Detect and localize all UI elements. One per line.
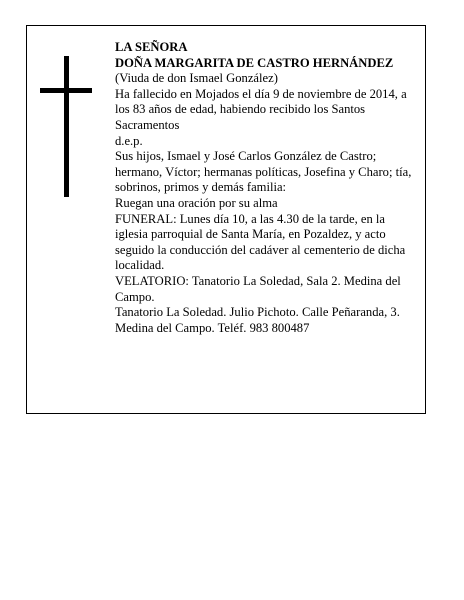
- funeral-home-details: Tanatorio La Soledad. Julio Pichoto. Calle Peñaranda, 3. Medina del Campo. Teléf. 983 800487: [115, 305, 400, 335]
- cross-horizontal-bar: [40, 88, 92, 93]
- notice-title: LA SEÑORA: [115, 40, 188, 54]
- cross-vertical-bar: [64, 56, 69, 197]
- prayer-request: Ruegan una oración por su alma: [115, 195, 278, 210]
- obituary-notice: [26, 25, 426, 414]
- deceased-name: DOÑA MARGARITA DE CASTRO HERNÁNDEZ: [115, 55, 394, 70]
- funeral-details: FUNERAL: Lunes día 10, a las 4.30 de la tarde, en la iglesia parroquial de Santa María, en Pozaldez, y acto seguido la conducción del cadáver al cementerio de dicha localidad.: [115, 211, 406, 273]
- wake-details: VELATORIO: Tanatorio La Soledad, Sala 2. Medina del Campo.: [115, 273, 401, 304]
- cross-icon: [40, 56, 92, 197]
- rip-abbreviation: d.e.p.: [115, 133, 143, 148]
- family-list: Sus hijos, Ismael y José Carlos González de Castro; hermano, Víctor; hermanas políticas, Josefina y Charo; tía, sobrinos, primos y demás familia:: [115, 149, 412, 195]
- widow-of: (Viuda de don Ismael González): [115, 71, 278, 86]
- notice-body: [115, 40, 420, 336]
- death-statement: Ha fallecido en Mojados el día 9 de noviembre de 2014, a los 83 años de edad, habiendo recibido los Santos Sacramentos: [115, 86, 407, 132]
